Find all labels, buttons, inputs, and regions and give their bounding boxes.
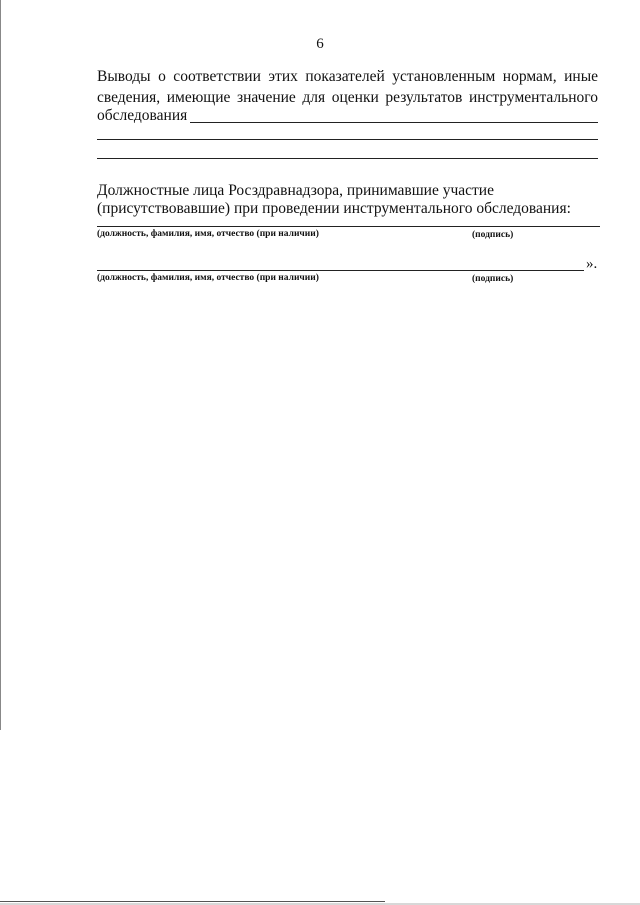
officials-text-line-1: Должностные лица Росздравнадзора, принимавшие участие xyxy=(97,182,494,199)
signature-fill-line-2[interactable] xyxy=(97,270,584,271)
scan-edge-bottom xyxy=(0,901,385,902)
page-number: 6 xyxy=(316,36,324,52)
conclusions-label: обследования xyxy=(97,107,188,124)
conclusions-fill-line-1[interactable] xyxy=(190,122,598,123)
signature-fill-line-1[interactable] xyxy=(97,226,600,227)
position-caption: (должность, фамилия, имя, отчество (при наличии) xyxy=(97,229,319,239)
conclusions-fill-line-3[interactable] xyxy=(97,158,598,159)
signature-caption: (подпись) xyxy=(472,230,514,240)
signature-caption: (подпись) xyxy=(472,274,514,284)
closing-quote: ». xyxy=(586,256,598,272)
scan-edge-left xyxy=(0,0,1,730)
conclusions-fill-line-2[interactable] xyxy=(97,139,598,140)
position-caption: (должность, фамилия, имя, отчество (при наличии) xyxy=(97,273,319,283)
officials-text-line-2: (присутствовавшие) при проведении инструментального обследования: xyxy=(97,200,571,217)
conclusions-text-line-2: сведения, имеющие значение для оценки результатов инструментального xyxy=(97,89,598,106)
conclusions-text-line-1: Выводы о соответствии этих показателей установленным нормам, иные xyxy=(97,68,598,85)
